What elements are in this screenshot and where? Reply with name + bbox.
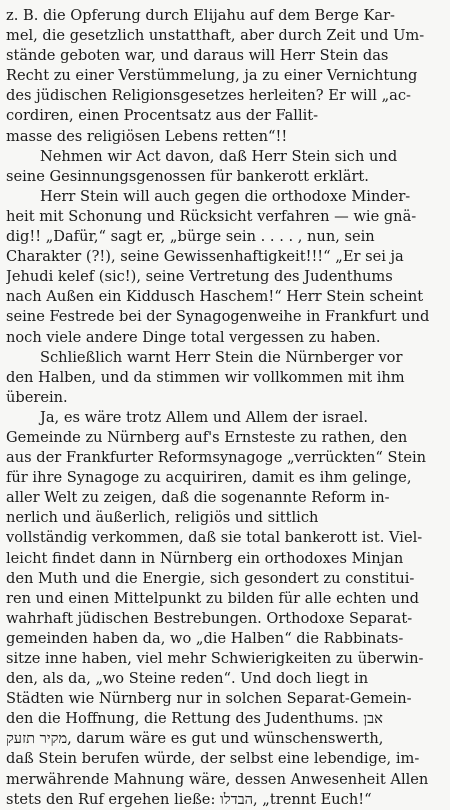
text-line: den die Hoffnung, die Rettung des Judenthums. אבן [6,710,383,728]
text-line: gemeinden haben da, wo „die Halben“ die Rabbinats- [6,629,404,647]
text-line: Gemeinde zu Nürnberg auf's Ernsteste zu rathen, den [6,428,408,446]
text-line: seine Festrede bei der Synagogenweihe in Frankfurt und [6,308,430,326]
text-line: stets den Ruf ergehen ließe: הבדלו, „trennt Euch!“ [6,790,372,808]
text-line: Herr Stein will auch gegen die orthodoxe Minder- [40,187,411,205]
text-line: noch viele andere Dinge total vergessen zu haben. [6,328,381,346]
text-line: daß Stein berufen würde, der selbst eine lebendige, im- [6,750,420,768]
text-line: Städten wie Nürnberg nur in solchen Separat-Gemein- [6,690,412,708]
text-line: nach Außen ein Kiddusch Haschem!“ Herr Stein scheint [6,288,424,306]
text-line: merwährende Mahnung wäre, dessen Anwesenheit Allen [6,770,429,788]
text-line: Jehudi kelef (sic!), seine Vertretung des Judenthums [6,268,393,286]
text-line: den Halben, und da stimmen wir vollkommen mit ihm [6,368,405,386]
text-line: des jüdischen Religionsgesetzes herleiten? Er will „ac- [6,87,411,105]
text-line: Nehmen wir Act davon, daß Herr Stein sich und [40,147,398,165]
text-line: z. B. die Opferung durch Elijahu auf dem Berge Kar- [6,7,395,24]
text-line: Charakter (?!), seine Gewissenhaftigkeit!!!“ „Er sei ja [6,248,404,266]
text-line: den, als da, „wo Steine reden“. Und doch liegt in [6,670,369,688]
text-line: seine Gesinnungsgenossen für bankerott erklärt. [6,167,369,185]
text-line: aus der Frankfurter Reformsynagoge „verrückten“ Stein [6,449,427,467]
text-line: masse des religiösen Lebens retten“!! [6,127,288,145]
text-line: ren und einen Mittelpunkt zu bilden für alle echten und [6,589,419,607]
text-line: stände geboten war, und daraus will Herr Stein das [6,47,389,65]
text-line: nerlich und äußerlich, religiös und sittlich [6,509,319,527]
text-line: cordiren, einen Procentsatz aus der Fallit- [6,107,319,125]
text-line: dig!! „Dafür,“ sagt er, „bürge sein . . . . , nun, sein [6,228,375,246]
text-line: Recht zu einer Verstümmelung, ja zu einer Vernichtung [6,67,418,85]
text-line: leicht findet dann in Nürnberg ein orthodoxes Minjan [6,549,404,567]
text-line: Schließlich warnt Herr Stein die Nürnberger vor [40,348,403,366]
text-line: vollständig verkommen, daß sie total bankerott ist. Viel- [6,529,423,547]
text-line: mel, die gesetzlich unstatthaft, aber durch Zeit und Um- [6,27,425,45]
text-line: heit mit Schonung und Rücksicht verfahren — wie gnä- [6,207,417,225]
text-line: wahrhaft jüdischen Bestrebungen. Orthodoxe Separat- [6,609,413,627]
text-line: für ihre Synagoge zu acquiriren, damit es ihm gelinge, [6,469,412,487]
text-line: den Muth und die Energie, sich gesondert zu constitui- [6,569,415,587]
text-line: sitze inne haben, viel mehr Schwierigkeiten zu überwin- [6,650,424,667]
text-line: überein. [6,388,68,406]
text-line: מקיר תזעק, darum wäre es gut und wünschenswerth, [6,730,384,748]
text-line: aller Welt zu zeigen, daß die sogenannte Reform in- [6,489,390,507]
text-line: Ja, es wäre trotz Allem und Allem der israel. [40,408,368,426]
